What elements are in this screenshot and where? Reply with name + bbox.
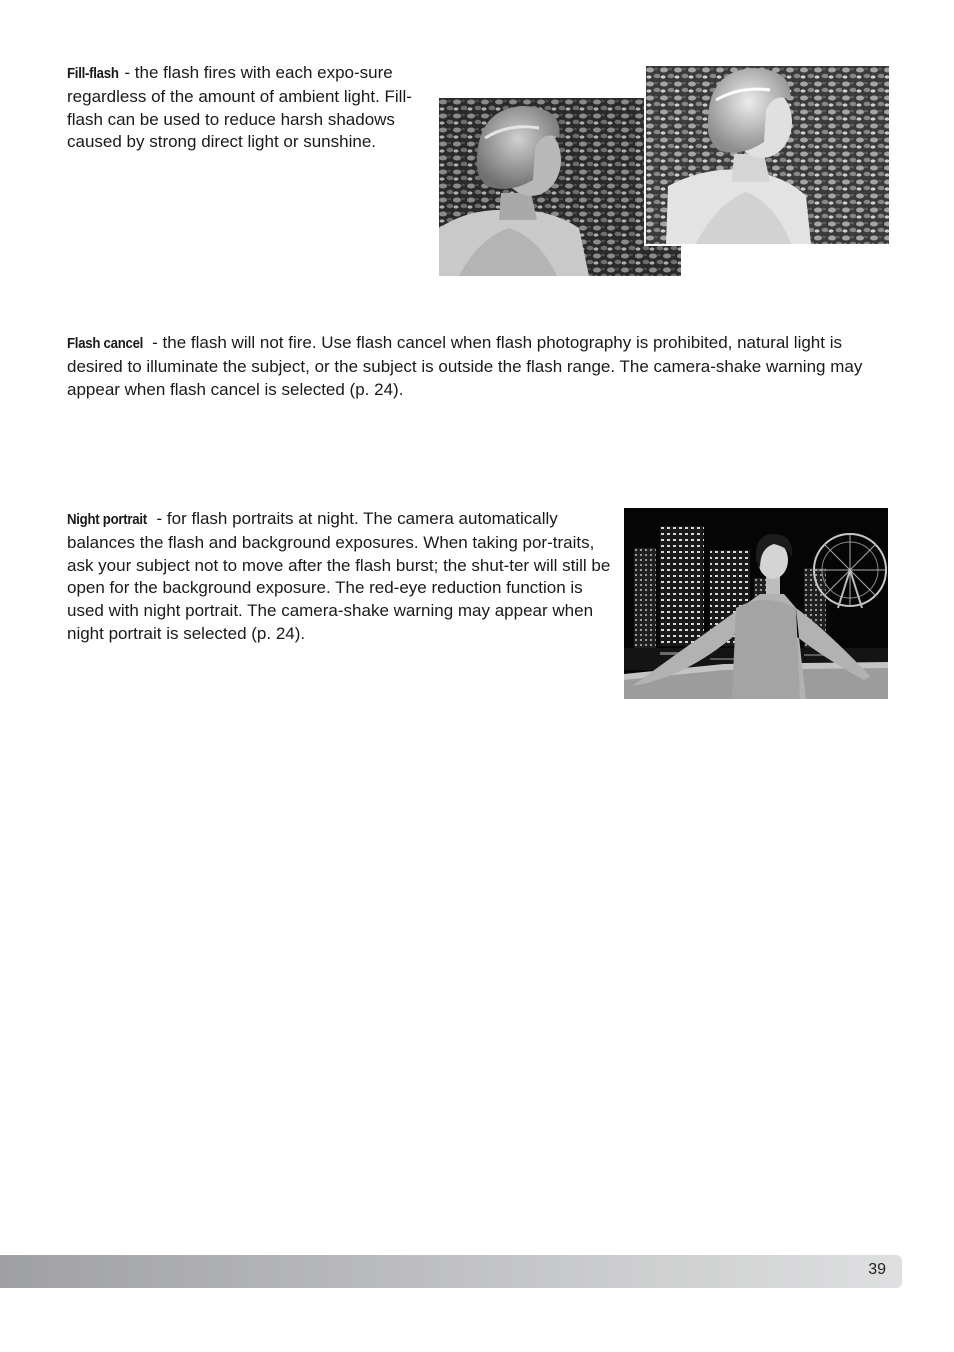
fill-flash-paragraph xyxy=(67,62,437,154)
flash-cancel-term: Flash cancel xyxy=(67,335,144,352)
flash-cancel-text: - the flash will not fire. Use flash cancel when flash photography is prohibited, natural light is desired to illuminate the subject, or the subject is outside the flash range. The camera-shake warning may appear when flash cancel is selected (p. 24). xyxy=(67,333,863,399)
footer-bar xyxy=(0,1255,902,1288)
night-portrait-paragraph xyxy=(67,508,615,646)
fill-flash-term: Fill-flash xyxy=(67,65,119,82)
night-portrait-text: - for flash portraits at night. The camera automatically balances the flash and background exposures. When taking por-traits, ask your subject not to move after the flash burst; the shut-ter will still be open for the background exposure. The red-eye reduction function is used with night portrait. The camera-shake warning may appear when night portrait is selected (p. 24). xyxy=(67,509,611,643)
fill-flash-photo-with-flash xyxy=(644,66,889,246)
night-portrait-term: Night portrait xyxy=(67,511,147,528)
flash-cancel-paragraph xyxy=(67,332,897,401)
night-portrait-photo xyxy=(624,508,888,699)
fill-flash-text: - the flash fires with each expo-sure regardless of the amount of ambient light. Fill-flash can be used to reduce harsh shadows caused by strong direct light or sunshine. xyxy=(67,63,412,152)
page-number: 39 xyxy=(868,1261,886,1278)
